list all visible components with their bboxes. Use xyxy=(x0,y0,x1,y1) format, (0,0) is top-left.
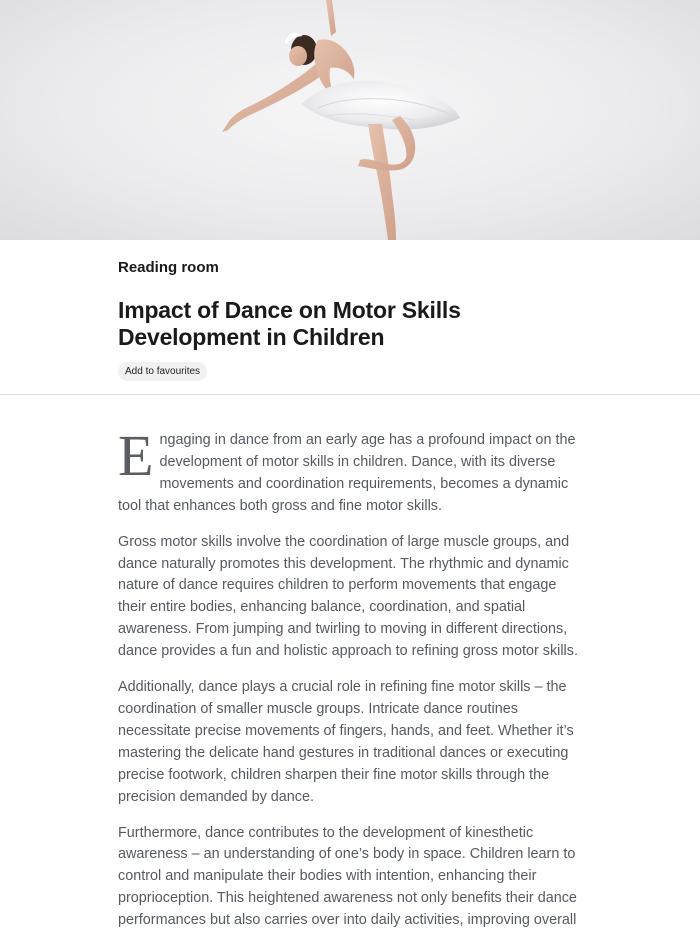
article-header xyxy=(0,260,700,381)
section-label: Reading room xyxy=(118,259,219,276)
dropcap-letter: E xyxy=(118,423,154,488)
paragraph-3: Additionally, dance plays a crucial role in refining fine motor skills – the coordination of smaller muscle groups. Intricate dance routines necessitate precise movements of fingers, hands, and feet. Whether it’s mastering the delicate hand gestures in traditional dances or executing precise footwork, children sharpen their fine motor skills through the precision demanded by dance. xyxy=(118,679,574,805)
ballerina-illustration xyxy=(0,0,700,240)
paragraph-1 xyxy=(118,423,582,518)
header-divider xyxy=(0,394,700,395)
article-body xyxy=(0,423,700,932)
paragraph-2: Gross motor skills involve the coordination of large muscle groups, and dance naturally promotes this development. The rhythmic and dynamic nature of dance requires children to perform movements that engage their entire bodies, enhancing balance, coordination, and spatial awareness. From jumping and twirling to moving in different directions, dance provides a fun and holistic approach to refining gross motor skills. xyxy=(118,533,578,660)
paragraph-1-text: ngaging in dance from an early age has a profound impact on the development of motor skills in children. Dance, with its diverse movements and coordination requirements, becomes a dynamic tool that enhances both gross and fine motor skills. xyxy=(118,432,576,514)
hero-image xyxy=(0,0,700,240)
add-to-favourites-button[interactable]: Add to favourites xyxy=(118,362,207,381)
paragraph-4: Furthermore, dance contributes to the development of kinesthetic awareness – an understanding of one’s body in space. Children learn to control and manipulate their bodies with intention, enhancing their proprioception. This heightened awareness not only benefits their dance performances but also carries over into daily activities, improving overall xyxy=(118,824,577,929)
article-title: Impact of Dance on Motor Skills Development in Children xyxy=(118,297,461,350)
